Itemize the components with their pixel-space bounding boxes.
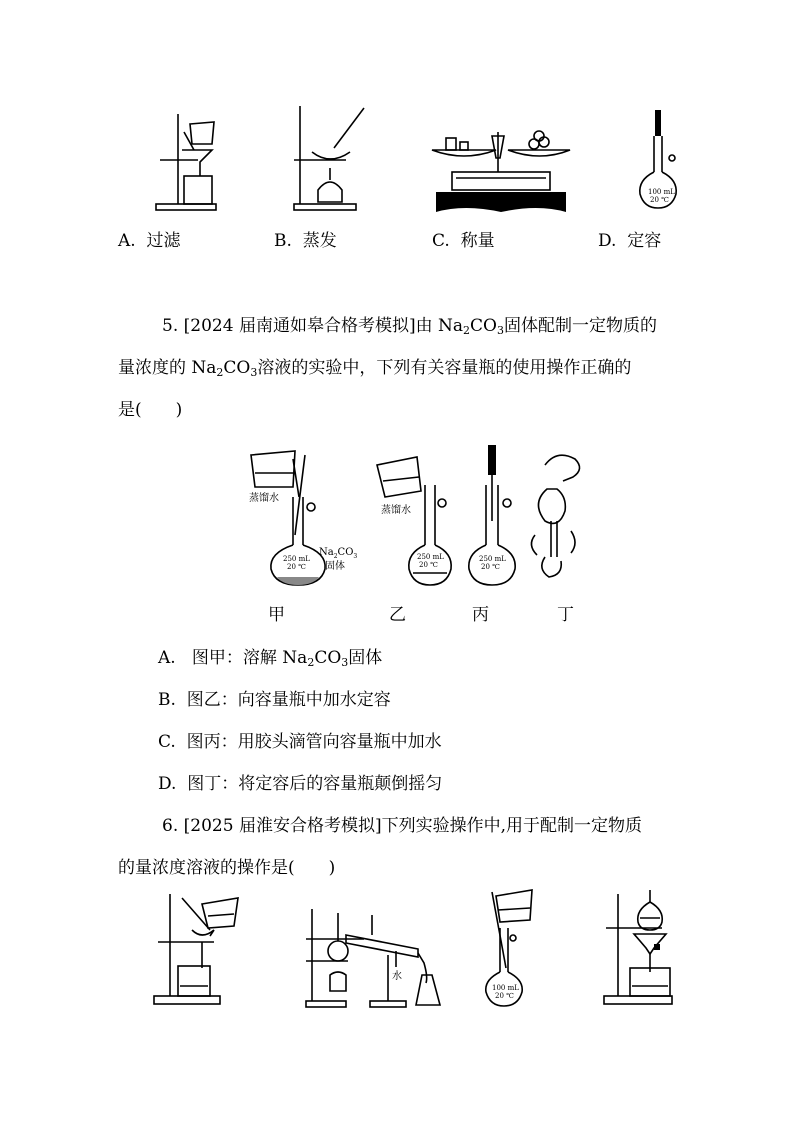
subscript: 3 [341,656,349,669]
option-letter: D. [158,774,177,794]
figure-label-ding: 丁 [557,605,574,625]
solid-formula-label: $Na_2CO_3$ [319,547,358,560]
formula-part: Na [319,547,334,558]
q5-source: [2024 届南通如皋合格考模拟] [183,316,416,336]
flask-temp-label: 20 ℃ [481,563,500,571]
q5-text: 固体配制一定物质的 [503,316,657,336]
water-label: 水 [392,971,402,982]
subscript: 2 [307,656,315,669]
q6-number: 6. [162,816,179,836]
subscript: 2 [463,324,470,337]
volumetric-flask-figure [636,110,680,210]
option-letter: A. [118,231,136,251]
q4-option-c [432,233,495,250]
flask-volume-label: 100 mL [648,188,675,196]
option-text: 固体 [348,648,383,668]
q5-text: 是( ) [118,400,183,420]
subscript: 2 [216,366,224,379]
flask-temp-label: 20 ℃ [419,561,438,569]
formula-part: CO [337,547,354,558]
option-text: 称量 [460,231,495,251]
q5-line-1 [162,318,657,336]
q6-separatory-funnel-figure [600,888,680,1008]
q5-figure [245,445,590,595]
option-text: 蒸发 [302,231,337,251]
option-text: 图丁：将定容后的容量瓶颠倒摇匀 [187,774,443,794]
q5-text: 由 Na [415,316,463,336]
q6-text: 的量浓度溶液的操作是( ) [118,858,336,878]
figure-label-jia: 甲 [268,605,285,625]
q5-text: CO [470,316,497,336]
water-label: 蒸馏水 [381,505,411,516]
q4-option-b [274,233,337,250]
water-label: 蒸馏水 [249,493,279,504]
q5-option-d [158,776,442,793]
evaporation-apparatus-figure [290,104,370,214]
q6-filtration-figure [152,890,242,1010]
option-letter: B. [274,231,292,251]
figure-label-yi: 乙 [389,605,406,625]
option-text: 过滤 [146,231,181,251]
option-text: 图甲：溶解 Na [191,648,308,668]
option-letter: B. [158,690,176,710]
option-text: 图丙：用胶头滴管向容量瓶中加水 [186,732,442,752]
option-letter: C. [158,732,176,752]
q4-option-a [118,233,181,250]
filtration-apparatus-figure [150,104,220,214]
option-letter: C. [432,231,450,251]
q5-number: 5. [162,316,179,336]
option-letter: D. [598,231,617,251]
q6-distillation-figure [300,905,450,1010]
option-text: CO [314,648,342,668]
subscript: 3 [496,324,504,337]
solid-label: 固体 [325,561,345,572]
q5-option-b [158,692,391,709]
q6-text: 下列实验操作中,用于配制一定物质 [381,816,642,836]
q6-volumetric-flask-figure [478,888,540,1008]
q4-option-d [598,233,661,250]
subscript: 3 [250,366,258,379]
flask-temp-label: 20 ℃ [287,563,306,571]
balance-figure [428,128,574,212]
flask-volume-label: 250 mL [417,553,444,561]
q5-text: CO [223,358,251,378]
q5-line-2 [118,360,631,378]
flask-volume-label: 250 mL [479,555,506,563]
flask-temp-label: 20 ℃ [495,992,514,1000]
q6-line-1 [162,818,642,835]
flask-volume-label: 100 mL [492,984,519,992]
q6-source: [2025 届淮安合格考模拟] [183,816,382,836]
q5-option-a [158,650,382,668]
option-letter: A. [158,648,176,668]
flask-volume-label: 250 mL [283,555,310,563]
q5-option-c [158,734,442,751]
q5-text: 量浓度的 Na [118,358,217,378]
q5-text: 溶液的实验中，下列有关容量瓶的使用操作正确的 [257,358,632,378]
option-text: 定容 [627,231,662,251]
q6-line-2 [118,860,335,877]
flask-temp-label: 20 ℃ [650,196,669,204]
figure-label-bing: 丙 [472,605,489,625]
q5-line-3 [118,402,182,419]
option-text: 图乙：向容量瓶中加水定容 [186,690,391,710]
